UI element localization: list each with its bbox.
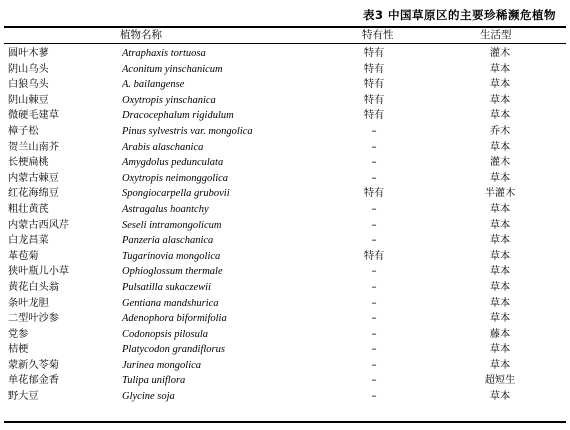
- table-row: [4, 311, 566, 327]
- endemism-value: 特有: [363, 63, 385, 75]
- plant-latin-name: Gentiana mandshurica: [122, 297, 219, 309]
- life-form-value: 草本: [489, 219, 511, 231]
- life-form-value: 草本: [489, 172, 511, 184]
- endemism-value: –: [371, 391, 377, 403]
- life-form-value: 乔木: [489, 125, 511, 137]
- plant-chinese-name: 微硬毛建草: [8, 110, 59, 122]
- plant-latin-name: Atraphaxis tortuosa: [122, 48, 206, 59]
- plant-latin-name: Codonopsis pilosula: [122, 328, 209, 340]
- plant-latin-name: Amygdolus pedunculata: [122, 157, 224, 169]
- plant-latin-name: Platycodon grandiflorus: [122, 344, 225, 356]
- plant-chinese-name: 单花郁金香: [8, 375, 59, 387]
- plant-chinese-name: 阴山棘豆: [8, 94, 49, 106]
- life-form-value: 草本: [489, 141, 511, 153]
- header-rule: [4, 43, 566, 44]
- plant-chinese-name: 蒙新久苓菊: [8, 359, 59, 371]
- endemism-value: –: [371, 328, 377, 340]
- endemism-value: –: [371, 313, 377, 325]
- life-form-value: 草本: [489, 281, 511, 293]
- table-row: [4, 327, 566, 343]
- life-form-value: 草本: [489, 203, 511, 215]
- header-plant-name: 植物名称: [120, 29, 162, 41]
- life-form-value: 草本: [489, 344, 511, 356]
- endemism-value: –: [371, 141, 377, 153]
- plant-latin-name: Aconitum yinschanicum: [122, 63, 223, 75]
- life-form-value: 草本: [489, 94, 511, 106]
- plant-latin-name: A. bailangense: [122, 79, 185, 91]
- life-form-value: 草本: [489, 235, 511, 247]
- plant-latin-name: Jurinea mongolica: [122, 359, 202, 371]
- endemism-value: 特有: [363, 79, 385, 91]
- endemism-value: –: [371, 157, 377, 169]
- table-row: [4, 140, 566, 156]
- plant-latin-name: Glycine soja: [122, 391, 175, 403]
- plant-chinese-name: 黄花白头翁: [8, 281, 59, 293]
- endemism-value: 特有: [363, 188, 385, 200]
- plant-latin-name: Oxytropis yinschanica: [122, 94, 216, 106]
- life-form-value: 草本: [489, 110, 511, 122]
- plant-latin-name: Tugarinovia mongolica: [122, 250, 221, 262]
- plant-latin-name: Oxytropis neimonggolica: [122, 172, 229, 184]
- endemism-value: –: [371, 203, 377, 215]
- table-row: [4, 93, 566, 109]
- plant-latin-name: Tulipa uniflora: [122, 375, 186, 387]
- endemism-value: –: [371, 235, 377, 247]
- plant-chinese-name: 红花海绵豆: [8, 188, 59, 200]
- plant-latin-name: Spongiocarpella grubovii: [122, 188, 230, 200]
- table-row: [4, 108, 566, 124]
- plant-chinese-name: 圆叶木蓼: [8, 48, 49, 59]
- plant-chinese-name: 白狼乌头: [8, 79, 49, 91]
- table-row: [4, 202, 566, 218]
- endemism-value: –: [371, 281, 377, 293]
- plant-latin-name: Astragalus hoantchy: [122, 203, 209, 215]
- plant-chinese-name: 革苞菊: [8, 250, 39, 262]
- plant-latin-name: Pinus sylvestris var. mongolica: [122, 125, 253, 137]
- endemism-value: –: [371, 172, 377, 184]
- table-row: [4, 62, 566, 78]
- endemism-value: 特有: [363, 48, 385, 59]
- plant-latin-name: Pulsatilla sukaczewii: [122, 281, 211, 293]
- table-row: [4, 77, 566, 93]
- table-header: [4, 28, 566, 43]
- plant-chinese-name: 野大豆: [8, 391, 39, 403]
- header-endemism: 特有性: [362, 29, 394, 41]
- plant-chinese-name: 桔梗: [8, 344, 29, 356]
- endemism-value: –: [371, 359, 377, 371]
- life-form-value: 灌木: [489, 48, 511, 59]
- life-form-value: 灌木: [489, 157, 511, 169]
- plant-chinese-name: 二型叶沙参: [8, 313, 59, 325]
- plant-chinese-name: 贺兰山南芥: [8, 141, 59, 153]
- table-row: [4, 389, 566, 405]
- life-form-value: 草本: [489, 266, 511, 278]
- table-row: [4, 249, 566, 265]
- table-row: [4, 233, 566, 249]
- bottom-rule: [4, 421, 566, 423]
- plant-chinese-name: 内蒙古西风芹: [8, 219, 70, 231]
- table-row: [4, 171, 566, 187]
- life-form-value: 草本: [489, 63, 511, 75]
- table-row: [4, 296, 566, 312]
- plant-chinese-name: 阴山乌头: [8, 63, 49, 75]
- endemism-value: –: [371, 297, 377, 309]
- table-caption: 表3 中国草原区的主要珍稀濒危植物: [362, 8, 556, 22]
- table-body: [4, 46, 566, 405]
- endemism-value: –: [371, 266, 377, 278]
- header-life-form: 生活型: [480, 29, 512, 41]
- life-form-value: 草本: [489, 313, 511, 325]
- table-row: [4, 373, 566, 389]
- life-form-value: 超短生: [484, 375, 516, 387]
- plant-chinese-name: 狭叶瓶儿小草: [8, 266, 70, 278]
- plant-chinese-name: 内蒙古棘豆: [8, 172, 59, 184]
- endemism-value: –: [371, 344, 377, 356]
- plant-chinese-name: 白龙昌菜: [8, 235, 49, 247]
- endemism-value: 特有: [363, 250, 385, 262]
- table-row: [4, 358, 566, 374]
- table-row: [4, 342, 566, 358]
- plant-latin-name: Ophioglossum thermale: [122, 266, 223, 278]
- endemism-value: –: [371, 375, 377, 387]
- life-form-value: 草本: [489, 297, 511, 309]
- table-row: [4, 155, 566, 171]
- plant-chinese-name: 粗壮黄芪: [8, 203, 49, 215]
- plant-chinese-name: 党参: [8, 328, 29, 340]
- life-form-value: 草本: [489, 391, 511, 403]
- plant-chinese-name: 樟子松: [8, 125, 39, 137]
- life-form-value: 草本: [489, 79, 511, 91]
- plant-latin-name: Seseli intramongolicum: [122, 219, 222, 231]
- table-row: [4, 46, 566, 62]
- life-form-value: 草本: [489, 359, 511, 371]
- life-form-value: 藤本: [489, 328, 511, 340]
- plant-chinese-name: 长梗扁桃: [8, 157, 49, 169]
- endemism-value: –: [371, 219, 377, 231]
- table-row: [4, 280, 566, 296]
- plant-latin-name: Panzeria alaschanica: [122, 235, 214, 247]
- life-form-value: 草本: [489, 250, 511, 262]
- plant-chinese-name: 条叶龙胆: [8, 297, 49, 309]
- plant-latin-name: Dracocephalum rigidulum: [122, 110, 234, 122]
- life-form-value: 半灌木: [484, 188, 516, 200]
- table-row: [4, 124, 566, 140]
- table-row: [4, 264, 566, 280]
- endemism-value: –: [371, 125, 377, 137]
- table-row: [4, 218, 566, 234]
- endemism-value: 特有: [363, 94, 385, 106]
- table-row: [4, 186, 566, 202]
- plant-latin-name: Arabis alaschanica: [122, 141, 204, 153]
- plant-latin-name: Adenophora biformifolia: [122, 313, 227, 325]
- endemism-value: 特有: [363, 110, 385, 122]
